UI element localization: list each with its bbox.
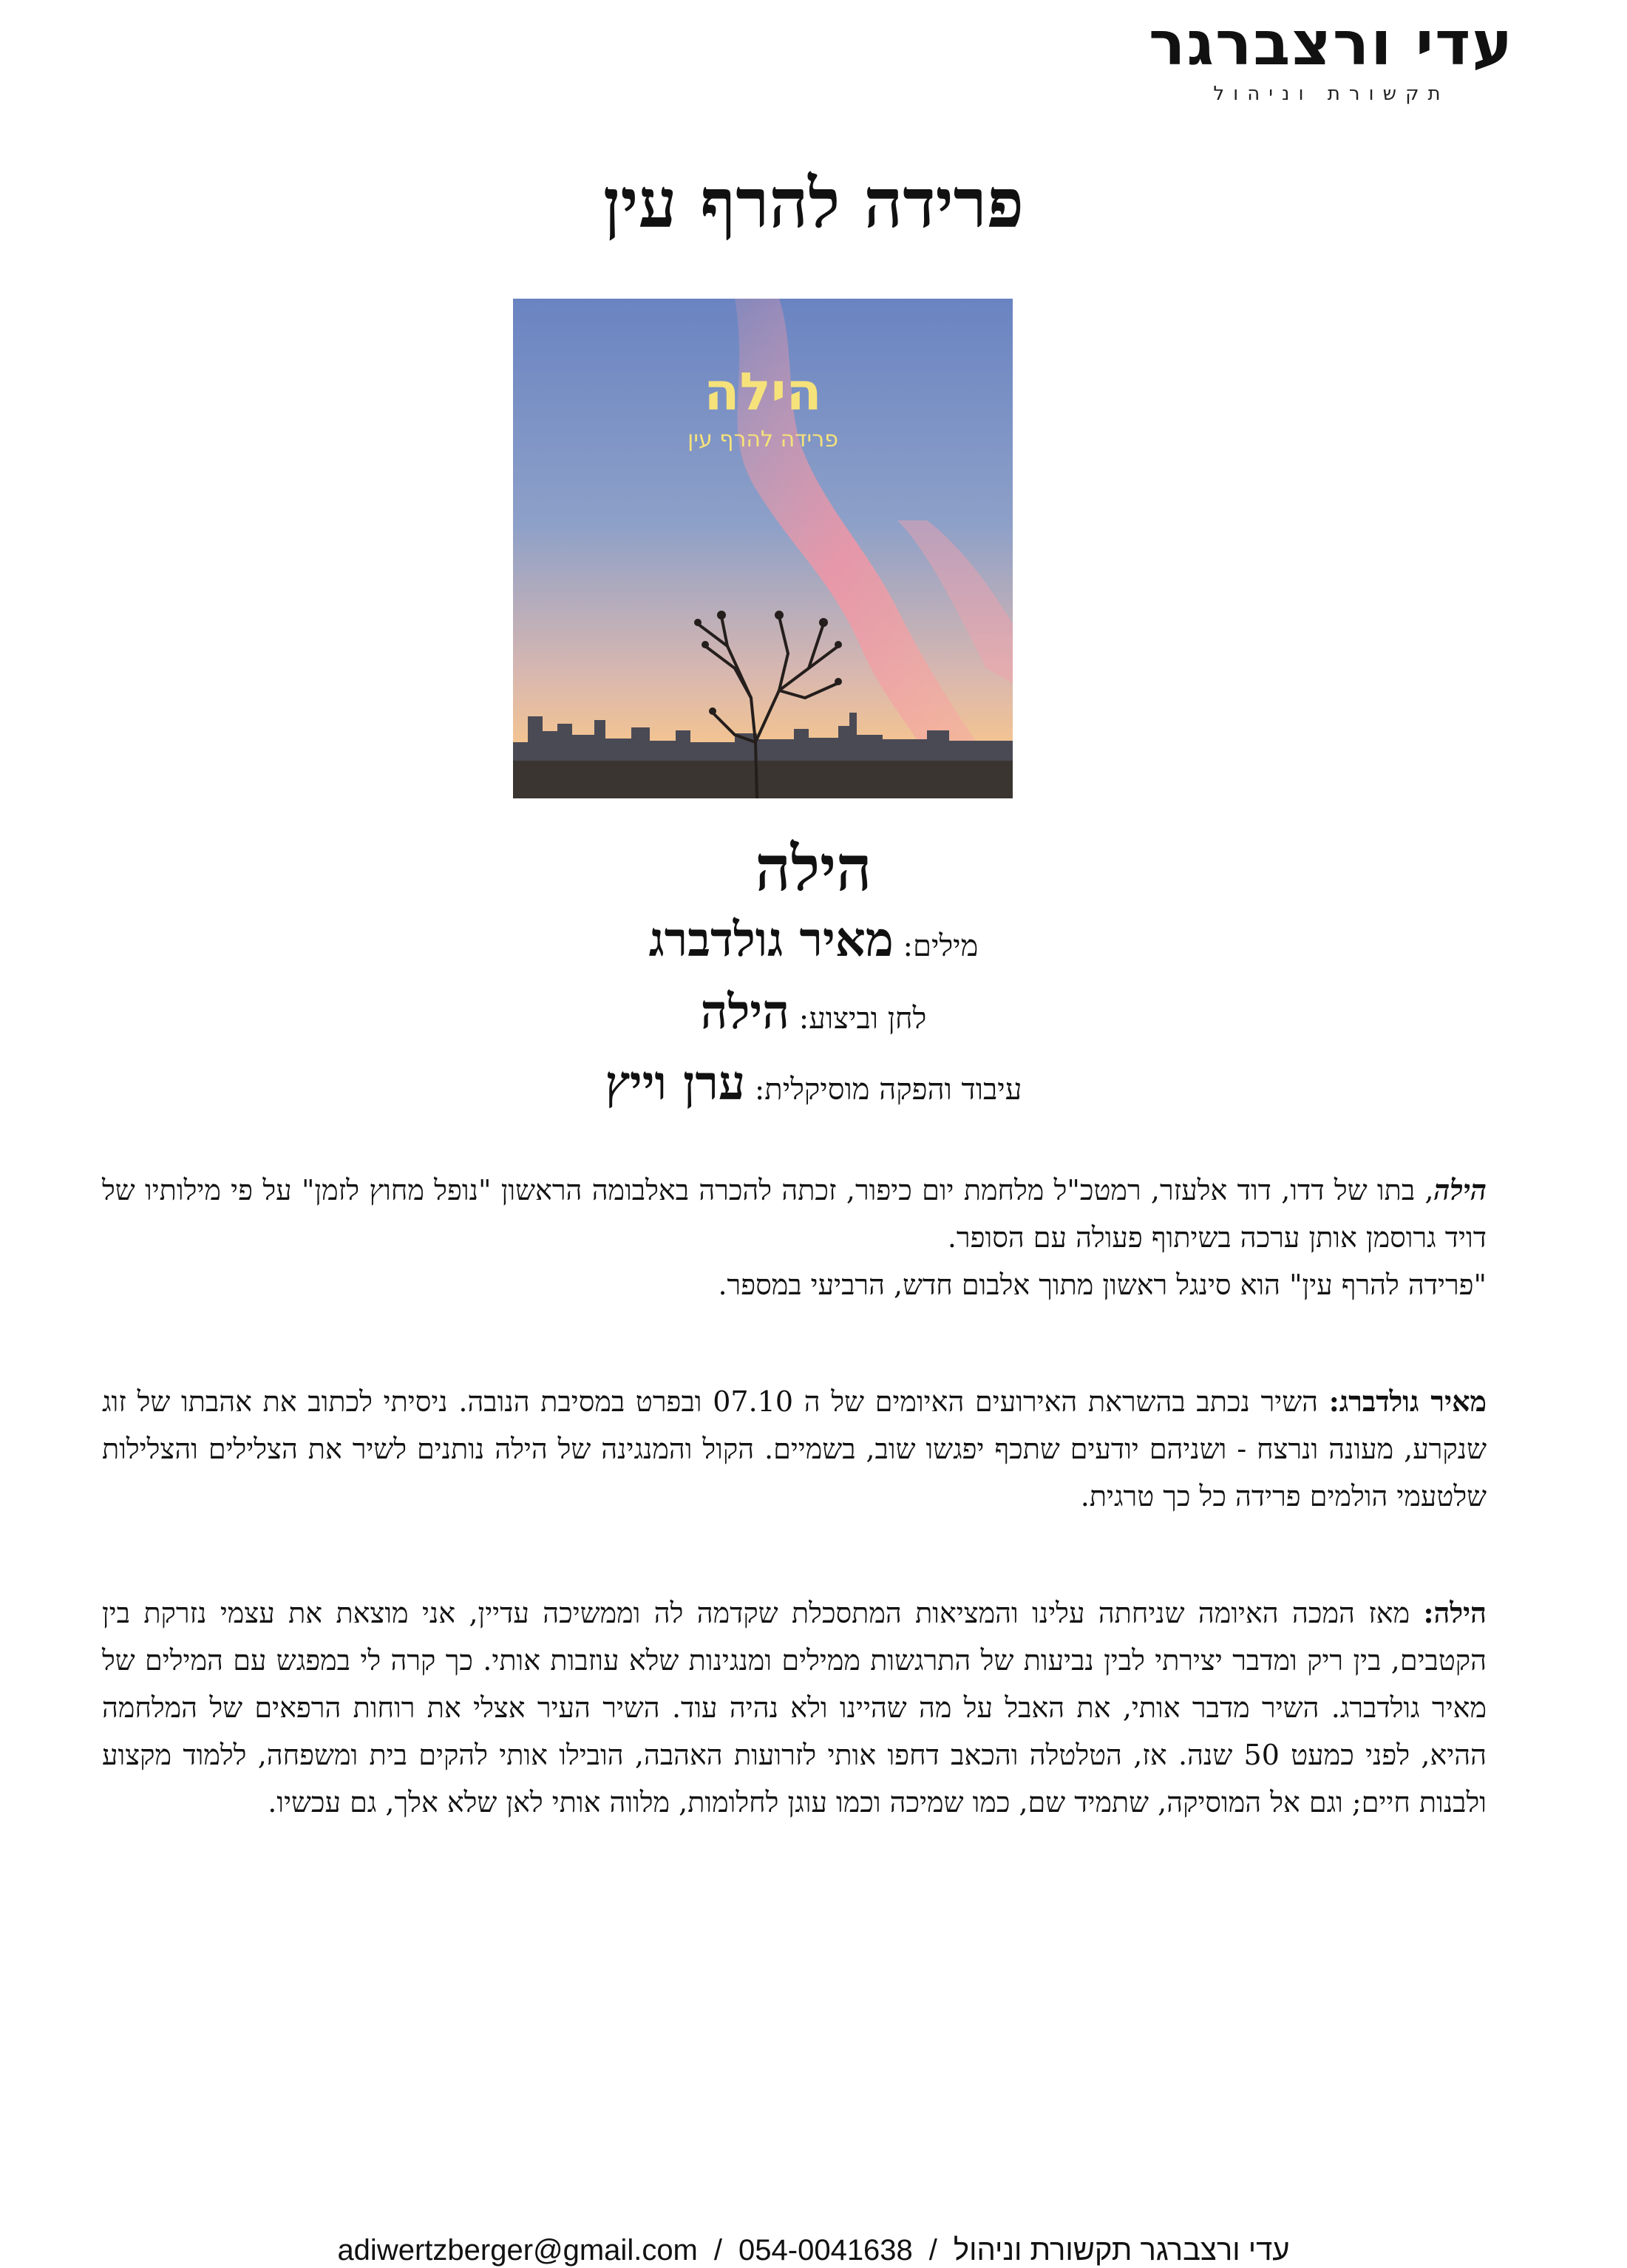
paragraph-artist: [102, 1589, 1487, 1826]
body-text: [102, 1167, 1487, 1895]
paragraph-intro: [102, 1167, 1487, 1308]
paragraph-lead: הילה:: [1423, 1596, 1487, 1629]
credit-music: [0, 985, 1627, 1041]
credit-value: הילה: [700, 985, 789, 1040]
album-cover-art: [513, 299, 1013, 798]
artist-name: הילה: [755, 832, 872, 905]
paragraph-text: השיר נכתב בהשראת האירועים האיומים של ה 07.10 ובפרט במסיבת הנובה. ניסיתי לכתוב את אהבתו של זוג שנקרע, מעונה ונרצח - ושניהם יודעים שתכף יפגשו שוב, בשמיים. הקול והמנגינה של הילה נותנים לשיר את הצלילים והצלילות שלטעמי הולמים פרידה כל כך טרגית.: [102, 1385, 1487, 1512]
page-title: פרידה להרף עין: [602, 163, 1025, 243]
footer-email[interactable]: adiwertzberger@gmail.com: [337, 2234, 698, 2267]
credit-value: ערן וייץ: [605, 1056, 746, 1111]
footer-phone[interactable]: 054-0041638: [738, 2234, 913, 2267]
paragraph-text: , בתו של דדו, דוד אלעזר, רמטכ"ל מלחמת יום כיפור, זכתה להכרה באלבומה הראשון "נופל מחוץ לזמן" על פי מילותיו של דויד גרוסמן אותן ערכה בשיתוף פעולה עם הסופר.: [102, 1174, 1487, 1254]
credit-value: מאיר גולדברג: [648, 912, 894, 968]
paragraph-lead: מאיר גולדברג:: [1328, 1385, 1487, 1418]
logo-tagline: תקשורת וניהול: [1213, 83, 1450, 105]
album-cover: [513, 299, 1013, 798]
company-logo: [1124, 9, 1538, 105]
credit-lyrics: [0, 912, 1627, 968]
cover-artist-text: הילה: [704, 361, 822, 422]
credit-label: מילים:: [903, 929, 979, 963]
credit-label: עיבוד והפקה מוסיקלית:: [754, 1073, 1022, 1107]
footer-separator: /: [928, 2234, 937, 2267]
paragraph-text: מאז המכה האיומה שניחתה עלינו והמציאות המתסכלת שקדמה לה וממשיכה עדיין, אני מוצאת את עצמי נזרקת בין הקטבים, בין ריק ומדבר יצירתי לבין נביעות של התרגשות ממילים ומנגינות שלא עוזבות אותי. כך קרה לי במפגש עם המילים של מאיר גולדברג. השיר מדבר אותי, את האבל על מה שהיינו ולא נהיה עוד. השיר העיר אצלי את רוחות הרפאים של המלחמה ההיא, לפני כמעט 50 שנה. אז, הטלטלה והכאב דחפו אותי לזרועות האהבה, הובילו אותי להקים בית ומשפחה, ללמוד מקצוע ולבנות חיים; וגם אל המוסיקה, שתמיד שם, כמו שמיכה וכמו עוגן לחלומות, מלווה אותי לאן שלא אלך, גם עכשיו.: [102, 1597, 1487, 1819]
cover-song-text: פרידה להרף עין: [687, 427, 838, 452]
paragraph-text-2: "פרידה להרף עין" הוא סינגל ראשון מתוך אלבום חדש, הרביעי במספר.: [718, 1269, 1487, 1301]
logo-name: עדי ורצברגר: [1149, 9, 1514, 79]
footer-separator: /: [713, 2234, 723, 2267]
credit-arrangement: [0, 1056, 1627, 1112]
footer-contact: [0, 2233, 1627, 2268]
footer-org: עדי ורצברגר תקשורת וניהול: [953, 2234, 1290, 2267]
paragraph-lyricist: [102, 1378, 1487, 1520]
paragraph-lead: הילה: [1433, 1173, 1487, 1206]
credit-label: לחן וביצוע:: [798, 1002, 927, 1036]
